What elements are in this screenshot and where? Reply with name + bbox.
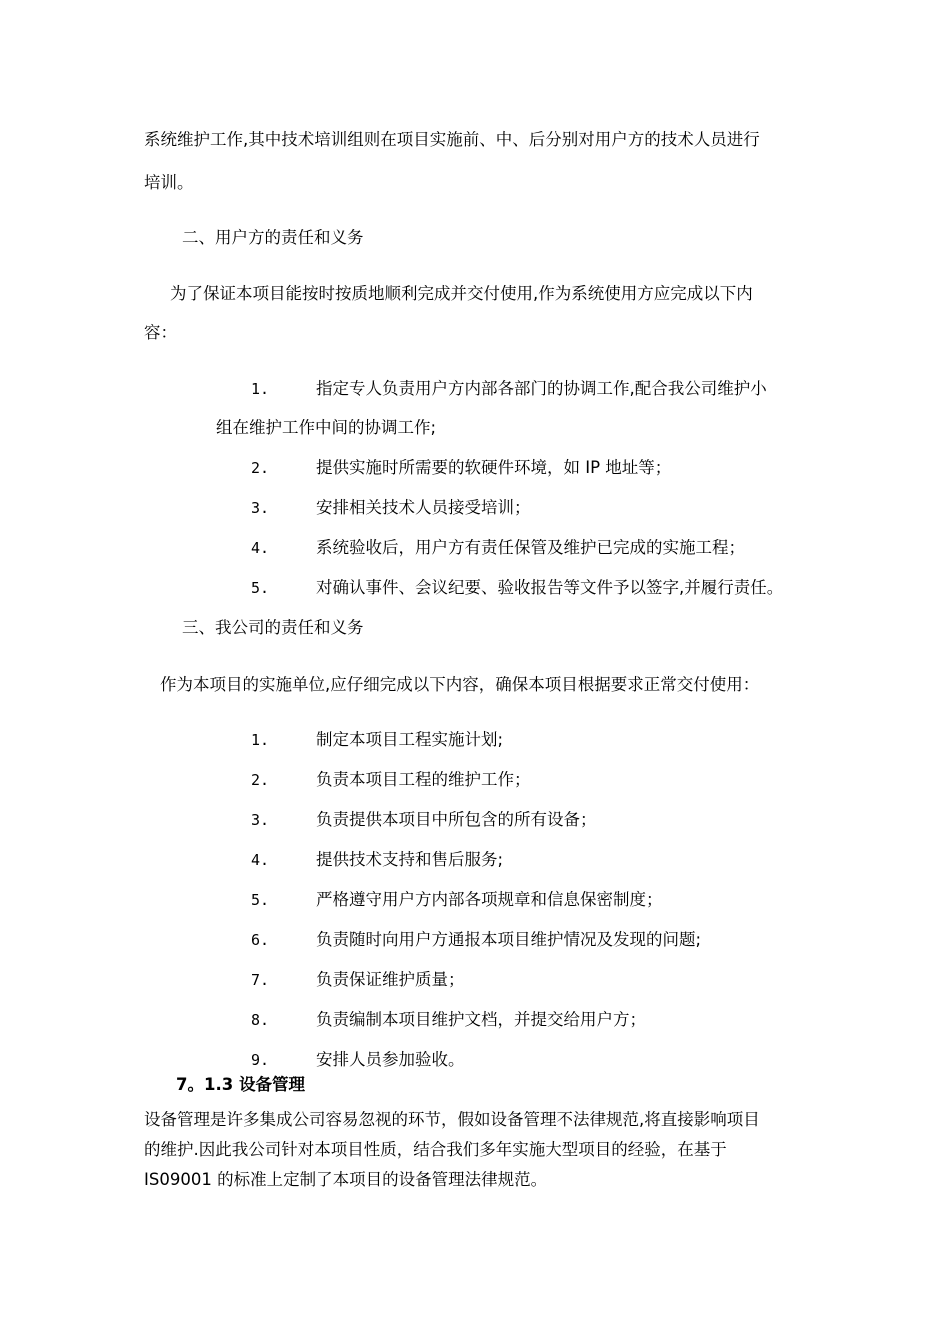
- intro-line-2: 培训。: [144, 173, 194, 192]
- list-item-number: 4.: [251, 851, 270, 869]
- list-item-text: 负责保证维护质量；: [316, 970, 465, 989]
- list-item-text: 提供实施时所需要的软硬件环境，如 IP 地址等；: [316, 458, 672, 477]
- list-item-text: 负责随时向用户方通报本项目维护情况及发现的问题;: [316, 930, 702, 949]
- list-item-text: 严格遵守用户方内部各项规章和信息保密制度；: [316, 890, 663, 909]
- section-heading-user-duties: 二、用户方的责任和义务: [182, 228, 364, 247]
- list-item-number: 2.: [251, 771, 270, 789]
- list-item-number: 8.: [251, 1011, 270, 1029]
- section2-paragraph-line-2: 容：: [144, 323, 177, 342]
- list-item-text: 负责编制本项目维护文档，并提交给用户方；: [316, 1010, 646, 1029]
- list-item-number: 6.: [251, 931, 270, 949]
- subsection-heading-equipment-management: 7。1.3 设备管理: [176, 1075, 305, 1094]
- section2-paragraph-line-1: 为了保证本项目能按时按质地顺利完成并交付使用,作为系统使用方应完成以下内: [170, 284, 753, 303]
- list-item-text: 提供技术支持和售后服务;: [316, 850, 504, 869]
- list-item-number: 5.: [251, 891, 270, 909]
- list-item-number: 9.: [251, 1051, 270, 1069]
- list-item-number: 2.: [251, 459, 270, 477]
- section713-line-2: 的维护.因此我公司针对本项目性质，结合我们多年实施大型项目的经验，在基于: [144, 1140, 727, 1159]
- list-item-number: 3.: [251, 499, 270, 517]
- list-item-number: 7.: [251, 971, 270, 989]
- list-item-text: 对确认事件、会议纪要、验收报告等文件予以签字,并履行责任。: [316, 578, 784, 597]
- section-heading-company-duties: 三、我公司的责任和义务: [182, 618, 364, 637]
- list-item-number: 4.: [251, 539, 270, 557]
- list-item-text: 系统验收后，用户方有责任保管及维护已完成的实施工程；: [316, 538, 745, 557]
- list-item-text: 安排相关技术人员接受培训；: [316, 498, 531, 517]
- list-item-number: 1.: [251, 380, 270, 398]
- list-item-number: 3.: [251, 811, 270, 829]
- list-item-number: 5.: [251, 579, 270, 597]
- list-item-number: 1.: [251, 731, 270, 749]
- list-item-text: 负责本项目工程的维护工作；: [316, 770, 531, 789]
- list-item-text: 安排人员参加验收。: [316, 1050, 465, 1069]
- section713-line-3: IS09001 的标准上定制了本项目的设备管理法律规范。: [144, 1170, 548, 1189]
- intro-line-1: 系统维护工作,其中技术培训组则在项目实施前、中、后分别对用户方的技术人员进行: [144, 130, 760, 149]
- list-item-text: 负责提供本项目中所包含的所有设备；: [316, 810, 597, 829]
- list-item-text-continuation: 组在维护工作中间的协调工作;: [216, 418, 437, 437]
- section713-line-1: 设备管理是许多集成公司容易忽视的环节，假如设备管理不法律规范,将直接影响项目: [144, 1110, 760, 1129]
- list-item-text: 指定专人负责用户方内部各部门的协调工作,配合我公司维护小: [316, 379, 767, 398]
- list-item-text: 制定本项目工程实施计划;: [316, 730, 504, 749]
- section3-paragraph: 作为本项目的实施单位,应仔细完成以下内容，确保本项目根据要求正常交付使用：: [160, 675, 760, 694]
